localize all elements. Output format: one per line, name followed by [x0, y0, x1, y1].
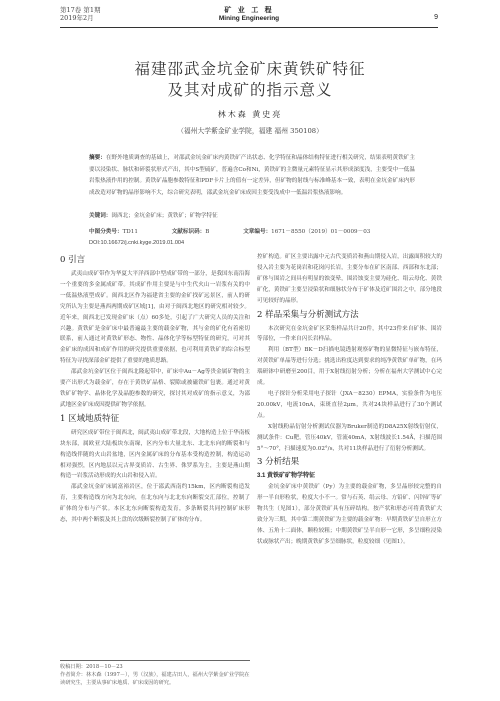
paragraph: 邵武金坑金矿床属富裕岩区，位于邵武西南约15km，区内断裂构造发育，主要构造线方向为北东向，在北东向与北北东向断裂交汇部位，控制了矿体的分布与产状。本区北东向断裂构造发育，多条断裂共同控制矿床形态，其中两个断裂及其上盘的次级断裂控制了矿体的分布。: [60, 484, 250, 524]
abstract: [89, 153, 415, 199]
authors: 林木森 黄史亮: [217, 110, 283, 119]
paragraph: 武夷山成矿带作为华夏大平洋西部中型成矿带的一部分，是我国东南沿海一个重要的多金属成矿带。其成矿作用主要是与中生代火山一岩浆有关的中一低温热液型成矿。闽西北区作为福建省主要的金矿找矿远景区，前人的研究所认为主要是燕西两期成矿区域[1]，由对于闽西北地区的研究相对较少。近年来，闽西北已发现金矿床（点）60多处，引起了广大研究人员的关注和兴趣。黄铁矿是金矿床中最普遍最主要的载金矿物，其与金的矿化有着密切联系，前人通过对黄铁矿形态、物性、晶体化学等标型特征的研究，可对其金矿床的成因和成矿作用的研究提供重要依据，也可利用黄铁矿的综合标型特征为寻找深部金矿提供了重要的地质思路。: [60, 271, 251, 365]
journal-name-cn: 矿 业 工 程: [224, 5, 274, 14]
date-line: 2019年2月: [60, 14, 94, 22]
received-date: 收稿日期：2018－10－23: [60, 664, 123, 670]
running-header: [60, 5, 438, 28]
paragraph: 利用（BT型）BK－D扫描电镜透射观察矿物的显微特征与嵌布特征，对黄铁矿单晶等进行分选；挑选出粒度达到要求的纯净黄铁矿单矿物，在玛瑙研钵中研磨至200目，用于X射线衍射分析；分析在福州大学测试中心完成。: [257, 347, 442, 387]
footnote: [60, 660, 250, 688]
left-column: [60, 252, 250, 526]
keywords-label: 关键词：: [89, 213, 112, 219]
paragraph: 本次研究在金坑金矿区采集样品共计20件，其中23件来自矿体、围岩等部位，一件来自闪长岩样品。: [257, 325, 442, 343]
clc-code: 中图分类号：TD11: [89, 229, 138, 235]
title-line-1: 福建邵武金坑金矿床黄铁矿特征: [134, 60, 366, 78]
journal-name-en: Mining Engineering: [218, 15, 280, 22]
article-number: 文章编号：1671－8550（2019）01－0009－03: [243, 229, 371, 235]
keywords: [89, 211, 415, 219]
abstract-text: 在野外地质调查的基础上，对邵武金坑金矿床内黄铁矿产出状态、化学特征和晶体结构特征进行相关研究，结果表明黄铁矿主要以浸染状、脉状和碎裂状形式产出，其中S型硫矿，普遍含Co和Ni，黄铁矿的主微量元素特征显示其形成深度浅，主要受中一低温岩浆热液作用的控制。黄铁矿晶胞参数特征和PDF卡片上的值有一定差异，但矿物的射线与标准峰基本一致，表明在金坑金矿床内形成改造对矿物的晶形影响不大，综合研究表明，邵武金坑金矿床成因主要受浅成中一低温岩浆热液影响。: [89, 155, 415, 196]
paragraph: 控矿构造。矿区主要出露中元古代变质岩和燕山期侵入岩，出露面积较大的侵入岩主要为花岗岩和花岗闪长岩，主要分布在矿区南部、西部和东北部；矿体与围岩之间具有明显的蚀变晕，围岩蚀变主要为硅化、绢云母化、黄铁矿化，黄铁矿主要呈浸染状和细脉状分布于矿体及近矿围岩之中，部分地段可见较好的晶形。: [257, 254, 442, 304]
document-code: 文献标识码：B: [171, 229, 210, 235]
author-bio: 作者简介：林木森（1997－），男（汉族），福建古田人，福州大学紫金矿业学院在读研究生，主要从事矿床地质、矿床成因的研究。: [60, 672, 250, 687]
keywords-text: 闽西北；金坑金矿床；黄铁矿；矿物学特征: [111, 213, 218, 219]
doi: DOI:10.16672/j.cnki.kyge.2019.01.004: [89, 240, 185, 246]
affiliation: （福州大学紫金矿业学院，福建 福州 350108）: [177, 127, 323, 135]
paper-title: [0, 59, 500, 101]
section-heading-sampling-methods: 2 样品采集与分析测试方法: [257, 309, 359, 320]
paragraph: 邵武金坑金矿区位于闽西北隆起带中，矿床中Au－Ag等贵金属矿物的主要产出形式为载金矿，存在于黄铁矿晶格、裂隙或被磁铁矿包裹。通过对黄铁矿矿物学、晶体化学及晶胞参数的研究，探讨其对成矿的指示意义，为邵武地区金矿床成因提供矿物学依据。: [60, 369, 250, 408]
section-heading-regional-geology: 1 区域地质特征: [60, 413, 120, 424]
section-heading-results: 3 分析结果: [257, 457, 300, 468]
journal-name: [60, 5, 438, 23]
paragraph: 电子探针分析采用电子探针（JXA－8230）EPMA，实验条件为电压20.00kV，电流10nA，束斑直径2μm，共对24块样品进行了30个测试点。: [257, 390, 442, 419]
abstract-label: 摘要：: [89, 155, 106, 161]
volume-line: 第17卷 第1期: [60, 6, 101, 14]
paragraph: 研究区成矿带位于闽西北，闽武夷山成矿带北段，大地构造上位于华南板块东部，属欧亚大陆板块东南缘，区内分布大量北东、北北东向的断裂和与构造线伴随的火山岩盆地，区内金属矿床的分布基本受构造控制，构造运动相对强烈，区内地层以元古界变质岩、古生界、侏罗系为主，主要是燕山期构造一岩浆活动形成的火山岩和侵入岩。: [60, 429, 251, 480]
right-column: [257, 252, 442, 548]
subsection-heading-pyrite: 3.1 黄铁矿矿物学特征: [257, 473, 316, 480]
title-line-2: 及其对成矿的指示意义: [167, 81, 333, 99]
section-heading-introduction: 0 引言: [60, 255, 86, 265]
page-number: 9: [434, 14, 438, 21]
classification-line: [89, 227, 419, 235]
paragraph: 金坑金矿床中黄铁矿（Py）为主要的载金矿物，多呈晶形较完整的自形一半自形粒状，粒度大小不一。常与石英、绢云母、方铅矿、闪锌矿等矿物共生（见图1），部分黄铁矿具有压碎结构。按产状和形态可将黄铁矿大致分为三期，其中第二期黄铁矿为主要的载金矿物：早期黄铁矿呈自形立方体、五角十二面体，颗粒较粗；中期黄铁矿呈半自形一它形，多呈细粒浸染状或脉状产出；晚期黄铁矿多呈细脉状，粒度较细（见图1）。: [257, 484, 442, 545]
paragraph: X射线粉晶衍射分析测试仪器为Bruker制造的D8A25X射线衍射仪，测试条件：Cu靶，管压40kV，管流40mA，X射线波长1.54Å，扫描范围5°～70°，扫描速度为0.02°/s，共对11块样品进行了衍射分析测试。: [257, 423, 442, 452]
